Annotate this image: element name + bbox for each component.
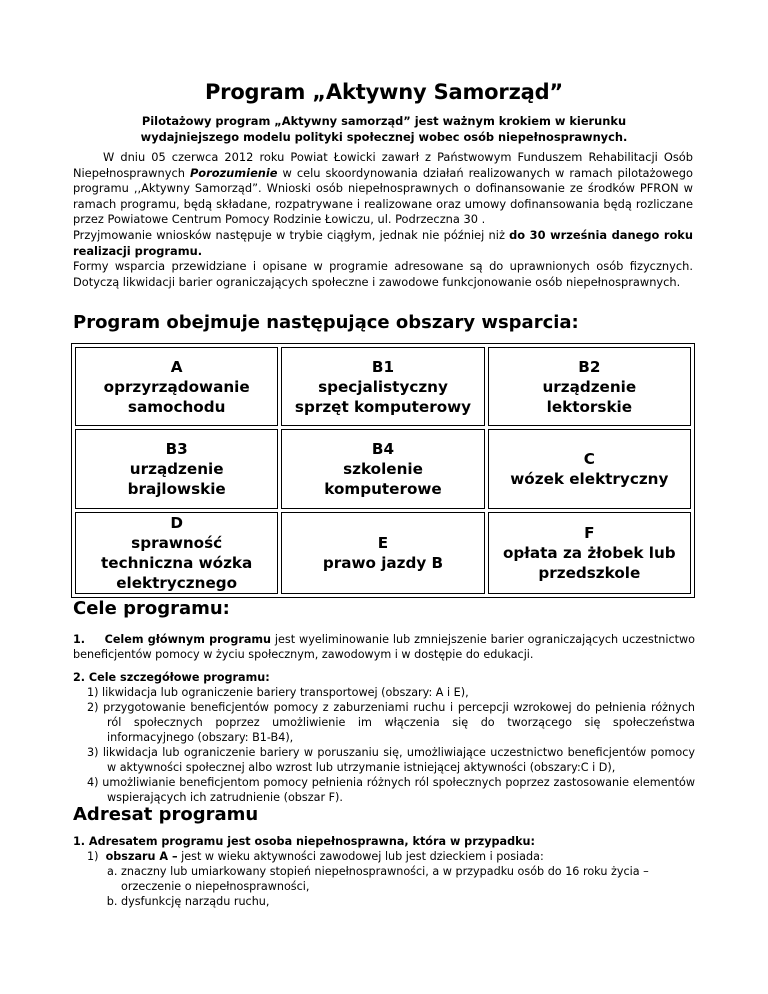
main-goal-number: 1.	[73, 633, 86, 646]
page-subtitle: Pilotażowy program „Aktywny samorząd” jest ważnym krokiem w kierunku wydajniejszego modelu polityki społecznej wobec osób niepełnosprawnych.	[140, 114, 628, 144]
subitem-text: jest w wieku aktywności zawodowej lub jest dzieckiem i posiada:	[177, 850, 544, 863]
detailed-goals-heading: 2. Cele szczegółowe programu:	[73, 671, 270, 684]
intro-deadline: do 30 września danego roku realizacji programu.	[73, 227, 693, 258]
area-code: B2	[578, 357, 601, 376]
detailed-goals-list	[73, 685, 695, 805]
intro-text: w celu skoordynowania działań realizowanych w ramach pilotażowego programu ,,Aktywny Samorząd”. Wnioski osób niepełnosprawnych o dofinansowanie ze środków PFRON w ramach programu, będą składane, rozpatrywane i realizowane oraz umowy dofinansowania będą rozliczane przez Powiatowe Centrum Pomocy Rodzinie Łowiczu, ul. Podrzeczna 30 .	[73, 165, 693, 227]
intro-paragraph-1	[73, 150, 693, 228]
area-cell	[281, 347, 484, 426]
area-code: A	[170, 357, 183, 376]
area-label: szkolenie	[343, 460, 423, 478]
detailed-goal-item: 1) likwidacja lub ograniczenie bariery transportowej (obszary: A i E),	[87, 686, 469, 699]
area-cell	[488, 429, 691, 509]
area-cell	[488, 347, 691, 426]
addressee-subitem-1	[73, 849, 695, 864]
intro-paragraph-3: Formy wsparcia przewidziane i opisane w programie adresowane są do uprawnionych osób fizycznych. Dotyczą likwidacji barier ograniczających społeczne i zawodowe funkcjonowanie osób niepełnosprawnych.	[73, 259, 693, 289]
criteria-item: a. znaczny lub umiarkowany stopień niepełnosprawności, a w przypadku osób do 16 roku życia –orzeczenie o niepełnosprawności,	[121, 864, 695, 894]
intro-section	[73, 150, 693, 290]
intro-text: Przyjmowanie wniosków następuje w trybie ciągłym, jednak nie później niż	[73, 227, 510, 242]
area-cell	[75, 429, 278, 509]
intro-paragraph-2	[73, 228, 693, 259]
support-areas-table	[71, 343, 695, 598]
area-code: B3	[165, 440, 188, 458]
area-cell	[75, 512, 278, 594]
area-label: przedszkole	[538, 564, 641, 582]
intro-emphasis: Porozumienie	[189, 165, 278, 180]
goals-section	[73, 632, 695, 805]
addressee-heading: Adresat programu	[73, 804, 259, 825]
area-label: urządzenie	[542, 377, 637, 396]
area-label: brajlowskie	[127, 480, 226, 498]
addressee-section	[73, 834, 695, 909]
areas-heading: Program obejmuje następujące obszary wsparcia:	[73, 312, 579, 333]
area-label: elektrycznego	[116, 574, 238, 592]
areas-row	[75, 347, 691, 426]
area-label: samochodu	[127, 397, 226, 416]
main-goal-label: Celem głównym programu	[104, 633, 272, 646]
area-code: F	[584, 524, 595, 542]
subitem-label: obszaru A –	[105, 850, 178, 863]
main-goal-text: jest wyeliminowanie lub zmniejszenie barier ograniczających uczestnictwo beneficjentów pomocy w życiu społecznym, zawodowym i w dostępie do edukacji.	[73, 633, 695, 661]
area-label: lektorskie	[546, 397, 633, 416]
page-title: Program „Aktywny Samorząd”	[204, 80, 563, 104]
area-label: urządzenie	[129, 460, 224, 478]
area-cell	[75, 347, 278, 426]
area-cell	[488, 512, 691, 594]
area-label: wózek elektryczny	[510, 470, 669, 488]
area-label: opłata za żłobek lub	[502, 544, 676, 562]
areas-row	[75, 429, 691, 509]
detailed-goal-item: 2) przygotowanie beneficjentów pomocy z zaburzeniami ruchu i percepcji wzrokowej do pełnienia różnych ról społecznych poprzez umożliwienie im włączenia się do tworzącego się społeczeństwa informacyjnego (obszary: B1-B4),	[87, 701, 695, 744]
area-label: prawo jazdy B	[322, 554, 444, 572]
detailed-goal-item: 4) umożliwianie beneficjentom pomocy pełnienia różnych ról społecznych poprzez zastosowanie elementów wspierających ich zatrudnienie (obszar F).	[87, 776, 695, 804]
subitem-number: 1)	[87, 850, 99, 863]
area-label: komputerowe	[324, 480, 442, 498]
area-label: sprzęt komputerowy	[294, 397, 472, 416]
goals-heading: Cele programu:	[73, 598, 230, 619]
area-code: E	[377, 534, 389, 552]
criteria-list	[73, 864, 695, 909]
area-cell	[281, 429, 484, 509]
areas-row	[75, 512, 691, 594]
area-code: C	[583, 450, 595, 468]
area-code: B1	[371, 357, 395, 376]
addressee-item-1: 1. Adresatem programu jest osoba niepełnosprawna, która w przypadku:	[73, 835, 535, 848]
detailed-goal-item: 3) likwidacja lub ograniczenie bariery w poruszaniu się, umożliwiające uczestnictwo beneficjentów pomocy w aktywności społecznej albo wzrost lub utrzymanie istniejącej aktywności (obszary:C i D),	[87, 746, 695, 774]
area-label: specjalistyczny	[318, 377, 448, 396]
intro-text: W dniu 05 czerwca 2012 roku Powiat Łowicki zawarł z Państwowym Funduszem Rehabilitacji Osób Niepełnosprawnych	[73, 150, 693, 180]
area-cell	[281, 512, 484, 594]
area-code: B4	[371, 440, 395, 458]
area-label: techniczna wózka	[101, 554, 253, 572]
area-label: sprawność	[131, 534, 223, 552]
criteria-item: b. dysfunkcję narządu ruchu,	[121, 894, 695, 909]
area-code: D	[170, 514, 183, 532]
main-goal	[73, 632, 695, 662]
area-label: oprzyrządowanie	[103, 377, 250, 396]
